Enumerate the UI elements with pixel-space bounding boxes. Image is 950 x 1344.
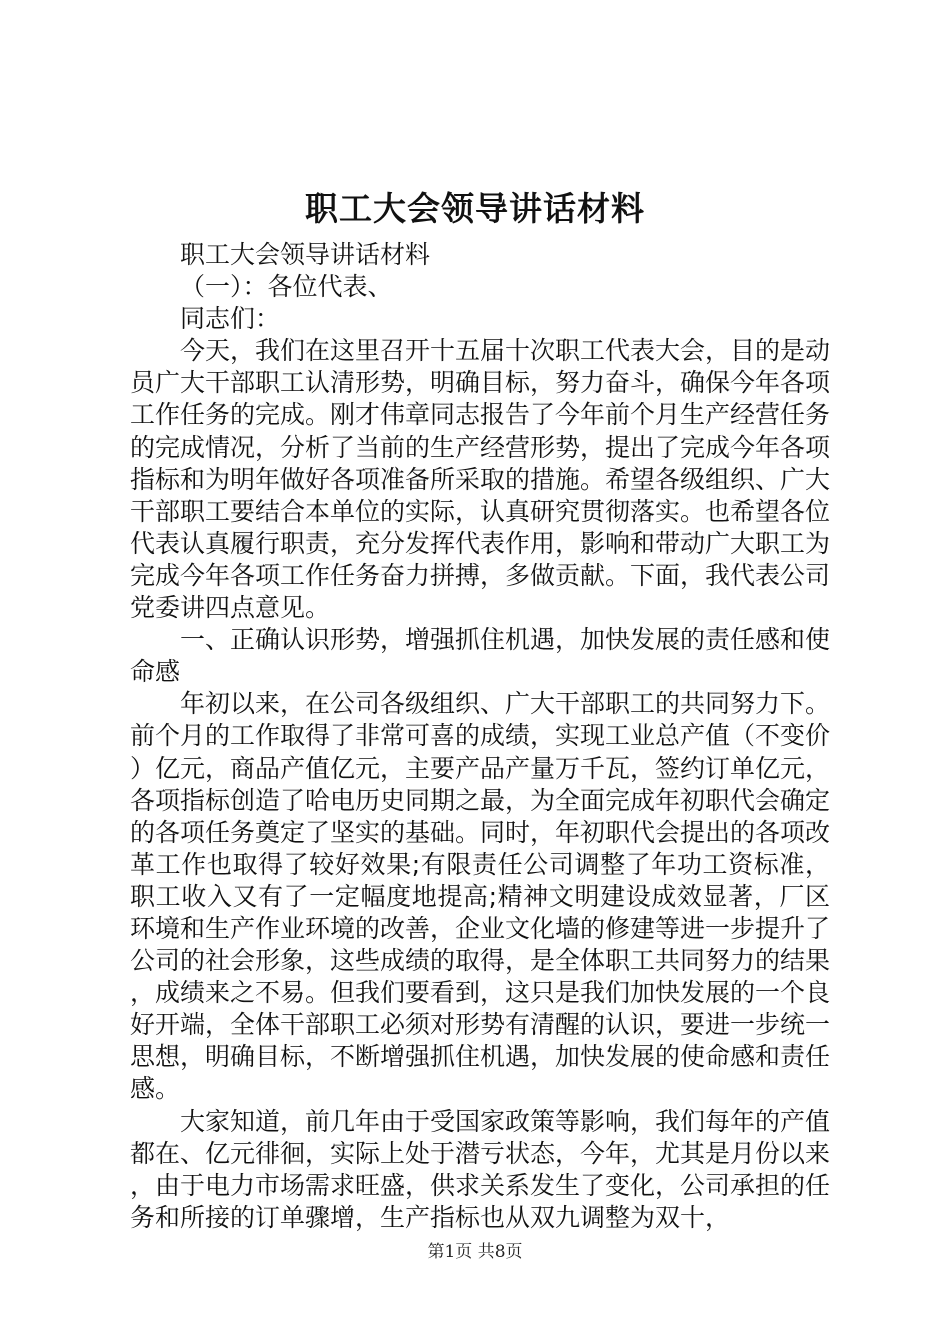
document-title: 职工大会领导讲话材料 bbox=[305, 189, 645, 228]
paragraph-opening: 今天，我们在这里召开十五届十次职工代表大会，目的是动员广大干部职工认清形势，明确目标，努力奋斗，确保今年各项工作任务的完成。刚才伟章同志报告了今年前个月生产经营任务的完成情况，分析了当前的生产经营形势，提出了完成今年各项指标和为明年做好各项准备所采取的措施。希望各级组织、广大干部职工要结合本单位的实际，认真研究贯彻落实。也希望各位代表认真履行职责，充分发挥代表作用，影响和带动广大职工为完成今年各项工作任务奋力拼搏，多做贡献。下面，我代表公司党委讲四点意见。 bbox=[130, 336, 831, 623]
section-marker: （一）：各位代表、 bbox=[180, 272, 393, 302]
paragraph-background: 大家知道，前几年由于受国家政策等影响，我们每年的产值都在、亿元徘徊，实际上处于潜亏状态，今年，尤其是月份以来，由于电力市场需求旺盛，供求关系发生了变化，公司承担的任务和所接的订单骤增，生产指标也从双九调整为双十， bbox=[130, 1106, 831, 1232]
body-heading: 职工大会领导讲话材料 bbox=[180, 240, 431, 269]
section-heading-1: 一、正确认识形势，增强抓住机遇，加快发展的责任感和使命感 bbox=[130, 625, 831, 687]
document-body bbox=[130, 239, 830, 1234]
paragraph-achievements: 年初以来，在公司各级组织、广大干部职工的共同努力下。前个月的工作取得了非常可喜的成绩，实现工业总产值（不变价）亿元，商品产值亿元，主要产品产量万千瓦，签约订单亿元，各项指标创造了哈电历史同期之最，为全面完成年初职代会确定的各项任务奠定了坚实的基础。同时，年初职代会提出的各项改革工作也取得了较好效果;有限责任公司调整了年功工资标准，职工收入又有了一定幅度地提高;精神文明建设成效显著，厂区环境和生产作业环境的改善，企业文化墙的修建等进一步提升了公司的社会形象，这些成绩的取得，是全体职工共同努力的结果，成绩来之不易。但我们要看到，这只是我们加快发展的一个良好开端，全体干部职工必须对形势有清醒的认识，要进一步统一思想，明确目标，不断增强抓住机遇，加快发展的使命感和责任感。 bbox=[130, 689, 831, 1104]
salutation: 同志们： bbox=[180, 304, 281, 334]
page-footer: 第1页 共8页 bbox=[427, 1242, 523, 1262]
